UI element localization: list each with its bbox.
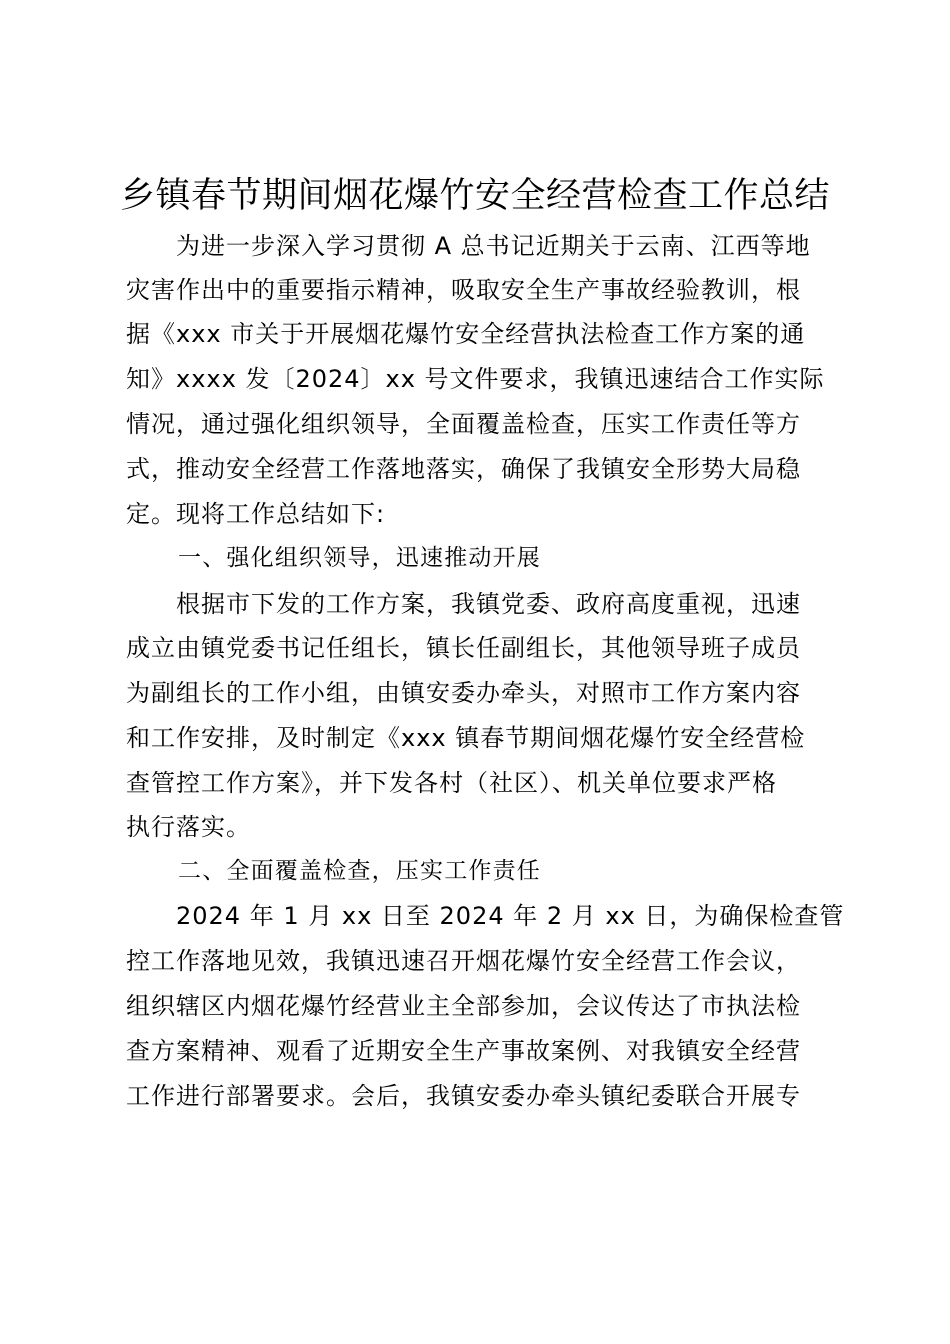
paragraph-line: 查管控工作方案》，并下发各村（社区）、机关单位要求严格 (126, 769, 777, 797)
paragraph-line: 式，推动安全经营工作落地落实，确保了我镇安全形势大局稳 (126, 455, 801, 483)
paragraph-line: 为进一步深入学习贯彻 A 总书记近期关于云南、江西等地 (176, 232, 811, 260)
paragraph-line: 灾害作出中的重要指示精神，吸取安全生产事故经验教训，根 (126, 276, 801, 304)
paragraph-line: 2024 年 1 月 xx 日至 2024 年 2 月 xx 日，为确保检查管 (176, 902, 845, 930)
paragraph-line: 组织辖区内烟花爆竹经营业主全部参加，会议传达了市执法检 (126, 992, 801, 1020)
paragraph-line: 和工作安排，及时制定《xxx 镇春节期间烟花爆竹安全经营检 (126, 724, 806, 752)
paragraph-line: 定。现将工作总结如下: (126, 500, 386, 528)
section-heading: 二、全面覆盖检查，压实工作责任 (178, 858, 541, 884)
paragraph-line: 查方案精神、观看了近期安全生产事故案例、对我镇安全经营 (126, 1037, 801, 1065)
section-heading: 一、强化组织领导，迅速推动开展 (178, 545, 541, 571)
paragraph-line: 据《xxx 市关于开展烟花爆竹安全经营执法检查工作方案的通 (126, 320, 806, 348)
document-title: 乡镇春节期间烟花爆竹安全经营检查工作总结 (119, 176, 830, 216)
paragraph-line: 情况，通过强化组织领导，全面覆盖检查，压实工作责任等方 (126, 410, 801, 438)
paragraph-line: 成立由镇党委书记任组长，镇长任副组长，其他领导班子成员 (126, 634, 801, 662)
paragraph-line: 执行落实。 (126, 813, 251, 841)
paragraph-line: 工作进行部署要求。会后，我镇安委办牵头镇纪委联合开展专 (126, 1082, 801, 1110)
paragraph-line: 根据市下发的工作方案，我镇党委、政府高度重视，迅速 (176, 590, 801, 618)
paragraph-line: 控工作落地见效，我镇迅速召开烟花爆竹安全经营工作会议， (126, 947, 801, 975)
paragraph-line: 为副组长的工作小组，由镇安委办牵头，对照市工作方案内容 (126, 679, 801, 707)
paragraph-line: 知》xxxx 发〔2024〕xx 号文件要求，我镇迅速结合工作实际 (126, 365, 825, 393)
